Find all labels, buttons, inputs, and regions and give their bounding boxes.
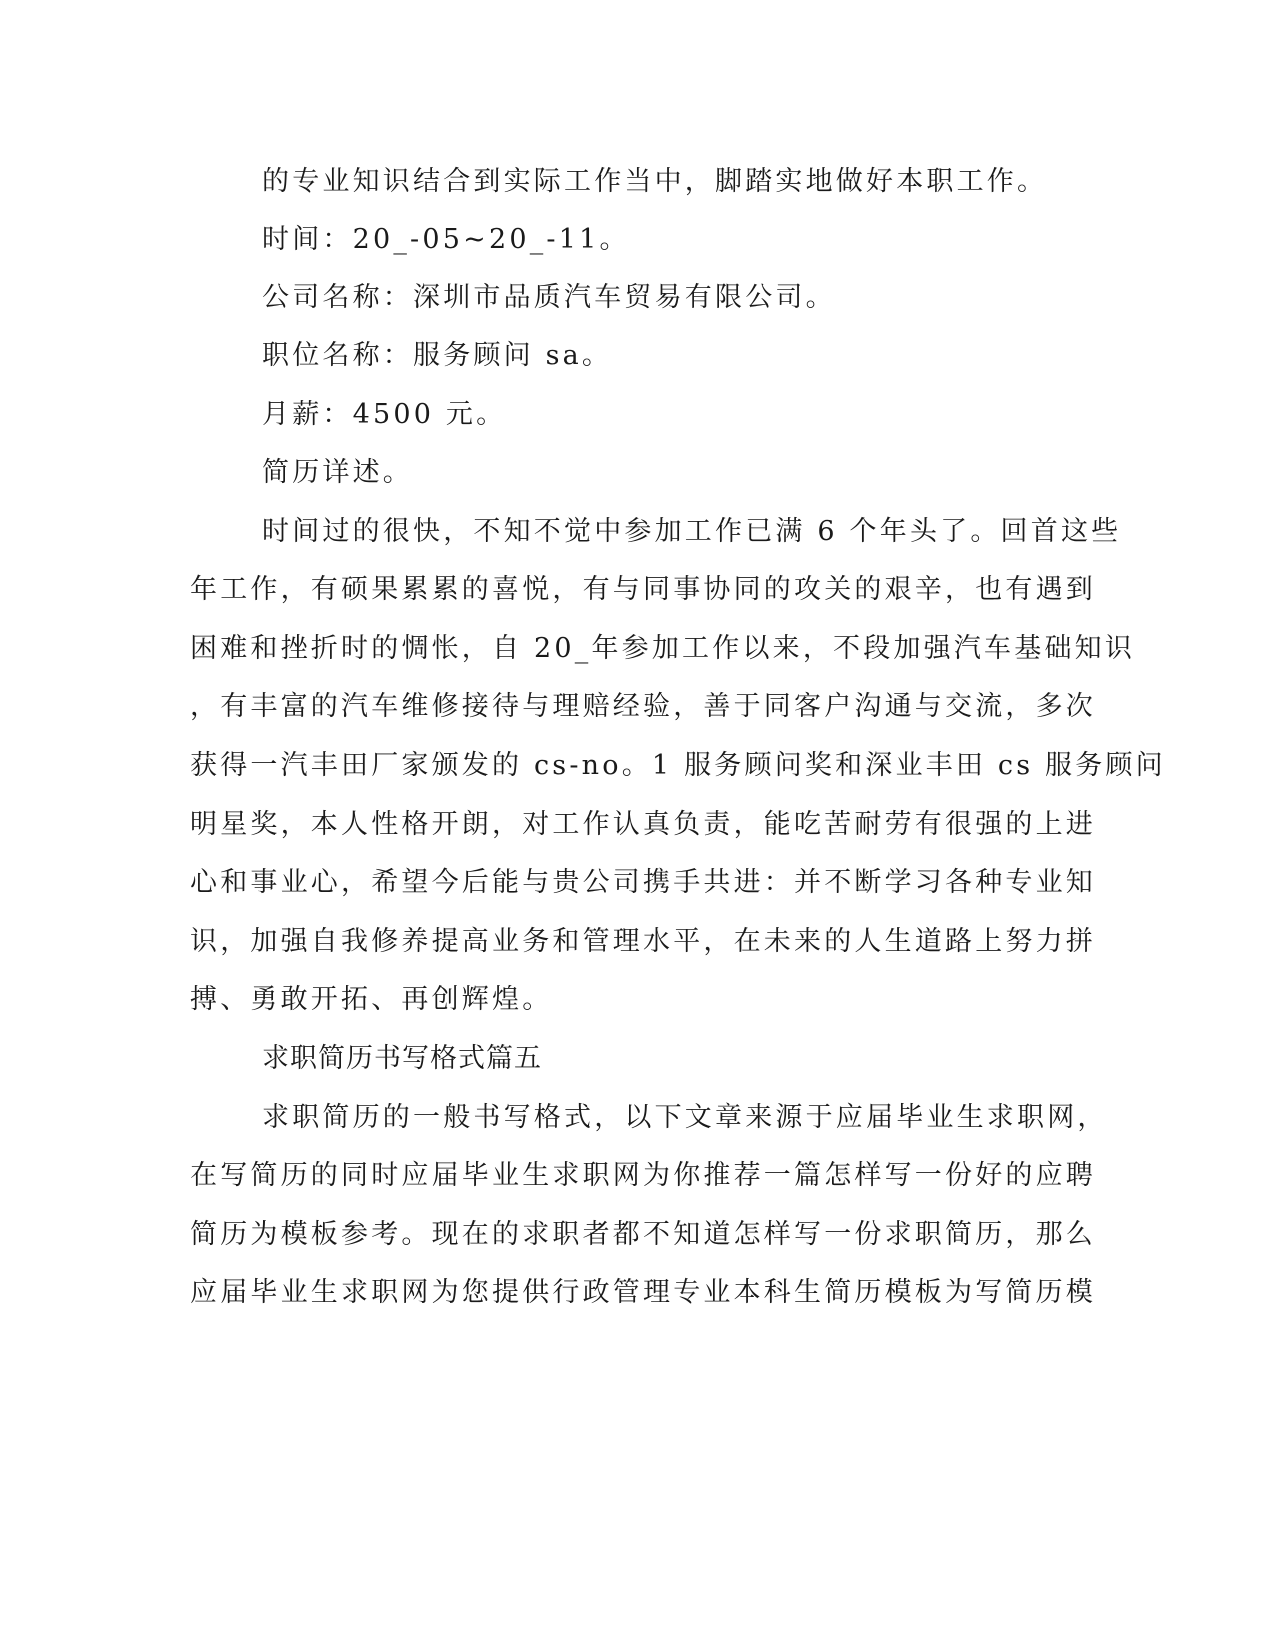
text-line: 时间过的很快，不知不觉中参加工作已满 6 个年头了。回首这些 (262, 516, 1122, 547)
text-line: 获得一汽丰田厂家颁发的 cs-no。1 服务顾问奖和深业丰田 cs 服务顾问 (190, 750, 1166, 781)
section-heading: 求职简历书写格式篇五 (262, 1043, 542, 1074)
text-line: 公司名称：深圳市品质汽车贸易有限公司。 (262, 282, 836, 313)
text-line: 在写简历的同时应届毕业生求职网为你推荐一篇怎样写一份好的应聘 (190, 1160, 1096, 1191)
text-line: 搏、勇敢开拓、再创辉煌。 (190, 984, 553, 1015)
text-line: 识，加强自我修养提高业务和管理水平，在未来的人生道路上努力拼 (190, 926, 1096, 957)
text-line: 简历为模板参考。现在的求职者都不知道怎样写一份求职简历，那么 (190, 1219, 1096, 1250)
text-line: 困难和挫折时的惆怅，自 20_年参加工作以来，不段加强汽车基础知识 (190, 633, 1136, 664)
text-line: 年工作，有硕果累累的喜悦，有与同事协同的攻关的艰辛，也有遇到 (190, 574, 1096, 605)
text-line: 简历详述。 (262, 457, 413, 488)
text-line: ，有丰富的汽车维修接待与理赔经验，善于同客户沟通与交流，多次 (190, 691, 1096, 722)
text-line: 求职简历的一般书写格式，以下文章来源于应届毕业生求职网， (262, 1102, 1108, 1133)
text-line: 明星奖，本人性格开朗，对工作认真负责，能吃苦耐劳有很强的上进 (190, 809, 1096, 840)
text-line: 心和事业心，希望今后能与贵公司携手共进：并不断学习各种专业知 (190, 867, 1096, 898)
text-line: 应届毕业生求职网为您提供行政管理专业本科生简历模板为写简历模 (190, 1277, 1096, 1308)
text-line: 时间：20_-05~20_-11。 (262, 224, 630, 255)
text-line: 的专业知识结合到实际工作当中，脚踏实地做好本职工作。 (262, 166, 1048, 197)
text-line: 月薪：4500 元。 (262, 399, 507, 430)
text-line: 职位名称：服务顾问 sa。 (262, 340, 613, 371)
